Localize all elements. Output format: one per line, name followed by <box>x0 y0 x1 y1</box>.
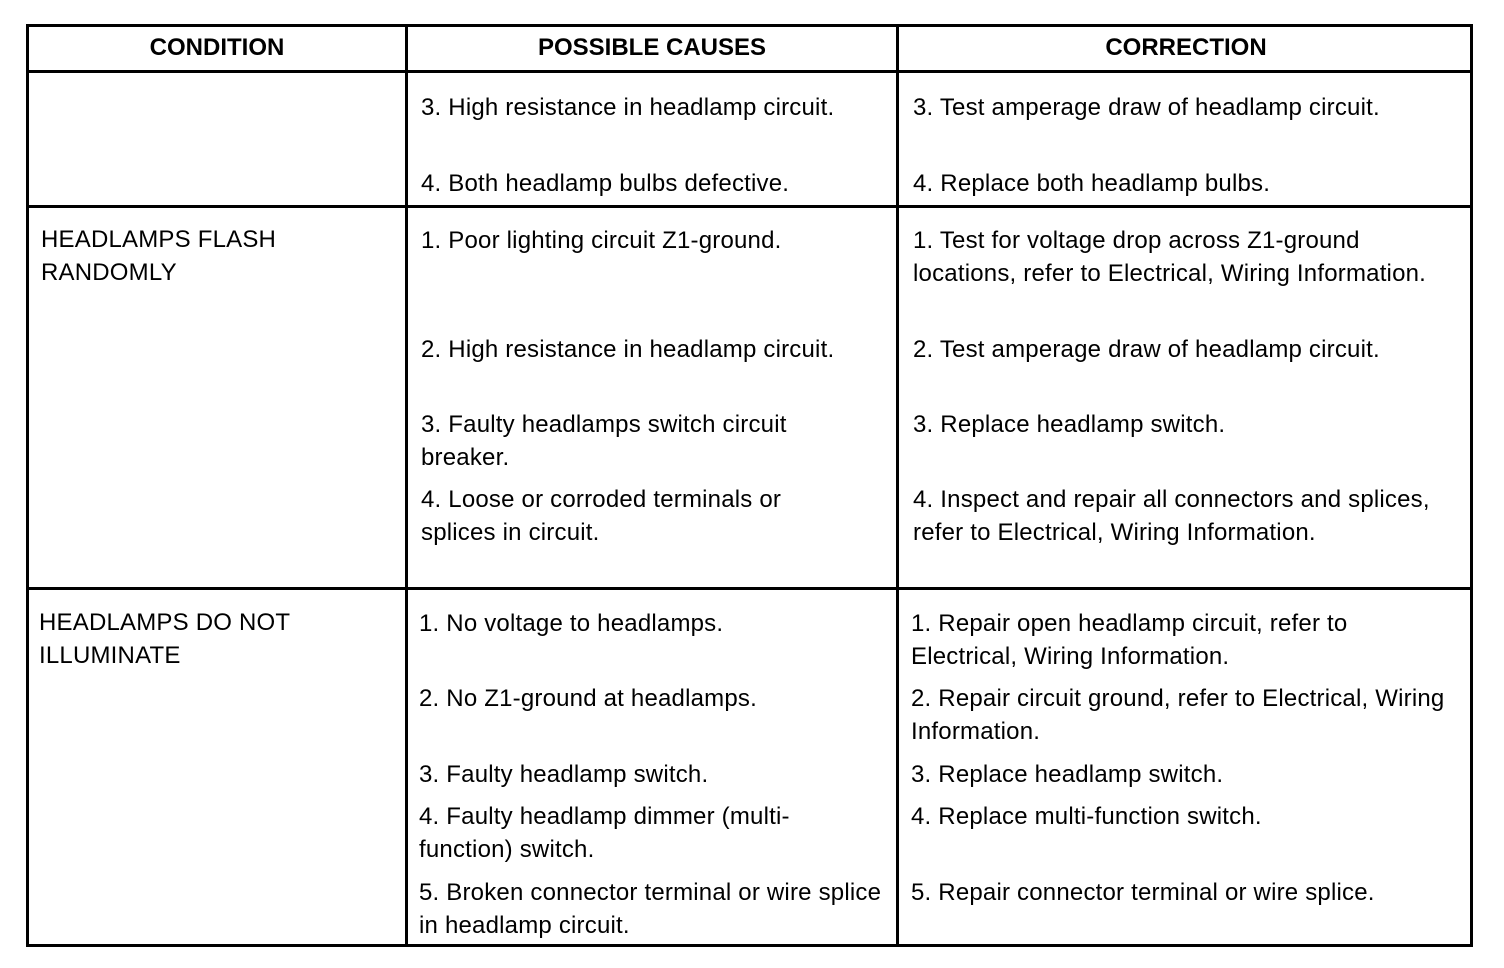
correction-text: 2. Repair circuit ground, refer to Electrical, Wiring Information. <box>911 685 1445 745</box>
cause-text: 1. No voltage to headlamps. <box>419 610 724 637</box>
cause-text: 2. No Z1-ground at headlamps. <box>419 685 757 712</box>
column-divider <box>405 27 408 944</box>
troubleshooting-table <box>26 24 1473 947</box>
header-possible-causes: POSSIBLE CAUSES <box>537 34 767 61</box>
section-divider <box>29 205 1470 208</box>
header-correction: CORRECTION <box>1105 34 1267 61</box>
header-condition: CONDITION <box>149 34 285 61</box>
correction-text: 3. Replace headlamp switch. <box>913 411 1226 438</box>
cause-text: 4. Loose or corroded terminals or splices in circuit. <box>421 486 782 546</box>
correction-text: 1. Test for voltage drop across Z1-ground locations, refer to Electrical, Wiring Information. <box>913 227 1427 287</box>
correction-text: 4. Replace both headlamp bulbs. <box>913 170 1271 197</box>
cause-text: 3. High resistance in headlamp circuit. <box>421 94 835 121</box>
correction-text: 4. Replace multi-function switch. <box>911 803 1262 830</box>
cause-text: 3. Faulty headlamp switch. <box>419 761 709 788</box>
cause-text: 4. Faulty headlamp dimmer (multi-function) switch. <box>419 803 790 863</box>
column-divider <box>896 27 899 944</box>
cause-text: 2. High resistance in headlamp circuit. <box>421 336 835 363</box>
correction-text: 3. Test amperage draw of headlamp circuit. <box>913 94 1380 121</box>
condition-text: HEADLAMPS FLASH RANDOMLY <box>41 226 277 286</box>
cause-text: 4. Both headlamp bulbs defective. <box>421 170 790 197</box>
correction-text: 5. Repair connector terminal or wire splice. <box>911 879 1375 906</box>
section-divider <box>29 587 1470 590</box>
correction-text: 1. Repair open headlamp circuit, refer to Electrical, Wiring Information. <box>911 610 1348 670</box>
correction-text: 2. Test amperage draw of headlamp circuit. <box>913 336 1380 363</box>
header-divider <box>29 70 1470 73</box>
correction-text: 3. Replace headlamp switch. <box>911 761 1224 788</box>
cause-text: 3. Faulty headlamps switch circuit breaker. <box>421 411 787 471</box>
cause-text: 1. Poor lighting circuit Z1-ground. <box>421 227 782 254</box>
condition-text: HEADLAMPS DO NOT ILLUMINATE <box>39 609 290 669</box>
correction-text: 4. Inspect and repair all connectors and splices, refer to Electrical, Wiring Information. <box>913 486 1430 546</box>
cause-text: 5. Broken connector terminal or wire splice in headlamp circuit. <box>419 879 882 939</box>
